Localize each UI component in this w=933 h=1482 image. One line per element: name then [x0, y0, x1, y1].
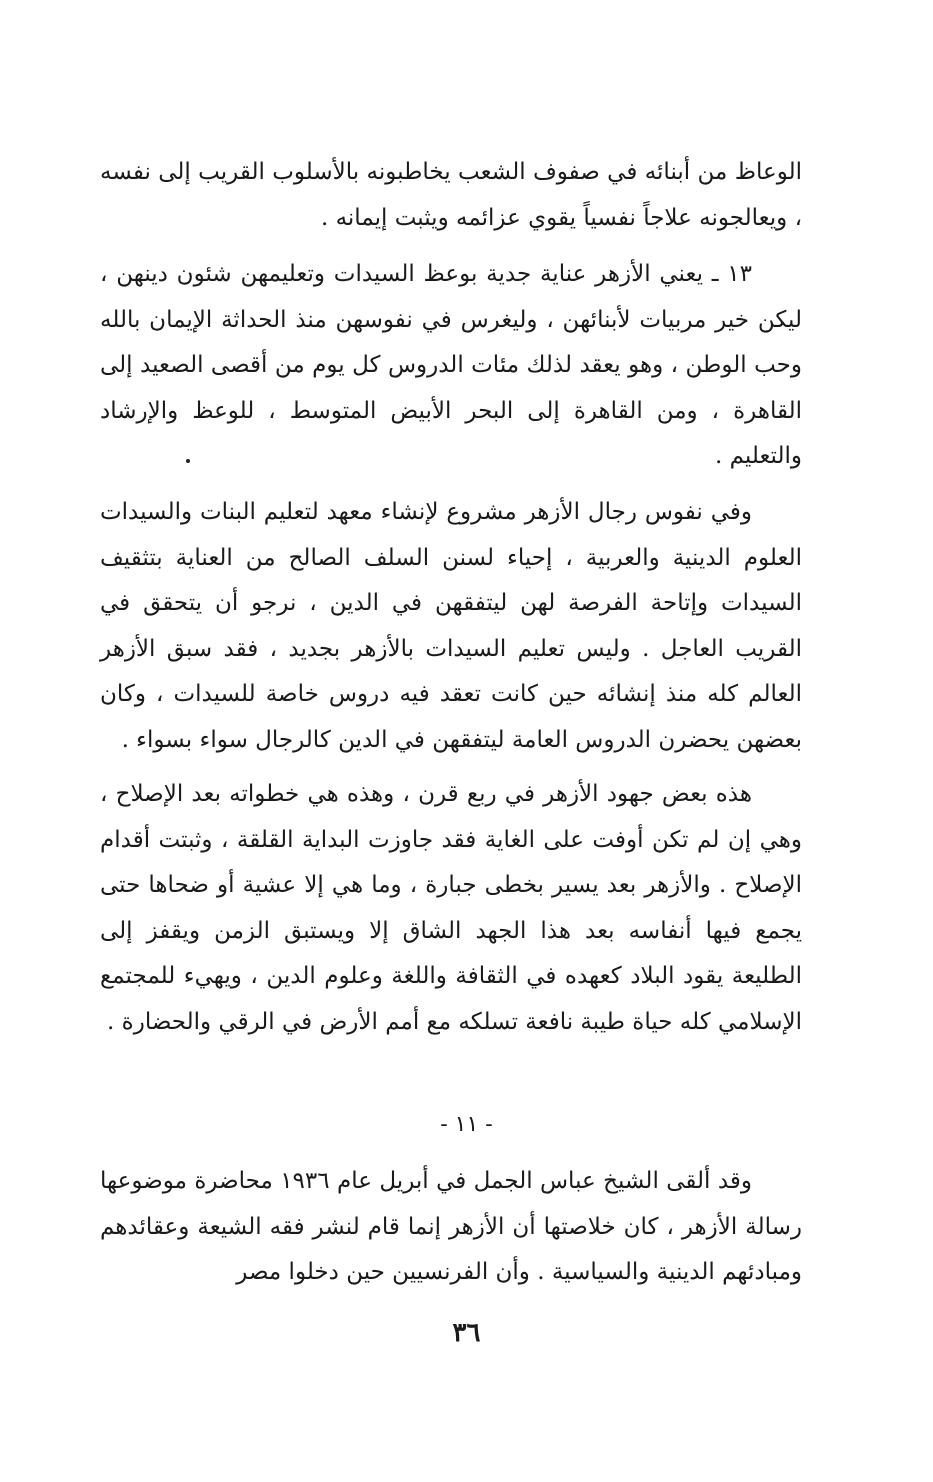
paragraph-item-13 [100, 252, 802, 480]
paragraph-reform-efforts [100, 772, 802, 1045]
ink-dot [186, 459, 190, 463]
paragraph-text: هذه بعض جهود الأزهر في ربع قرن ، وهذه هي خطواته بعد الإصلاح ، وهي إن لم تكن أوفت على الغاية فقد جاوزت البداية القلقة ، وثبتت أقدام الإصلاح . والأزهر بعد يسير بخطى جبارة ، وما هي إلا عشية أو ضحاها حتى يجمع فيها أنفاسه بعد هذا الجهد الشاق إلا ويستبق الزمن ويقفز إلى الطليعة يقود البلاد كعهده في الثقافة واللغة وعلوم الدين ، ويهيء للمجتمع الإسلامي كله حياة طيبة نافعة تسلكه مع أمم الأرض في الرقي والحضارة . [100, 781, 802, 1035]
paragraph-text: وقد ألقى الشيخ عباس الجمل في أبريل عام ١٩٣٦ محاضرة موضوعها رسالة الأزهر ، كان خلاصتها أن الأزهر إنما قام لنشر فقه الشيعة وعقائدهم ومبادئهم الدينية والسياسية . وأن الفرنسيين حين دخلوا مصر [100, 1168, 802, 1285]
page-number: ٣٦ [452, 1318, 481, 1348]
paragraph-lecture [100, 1159, 802, 1296]
section-number: - ١١ - [440, 1112, 493, 1137]
paragraph-text: وفي نفوس رجال الأزهر مشروع لإنشاء معهد لتعليم البنات والسيدات العلوم الدينية والعربية ، إحياء لسنن السلف الصالح من العناية بتثقيف السيدات وإتاحة الفرصة لهن ليتفقهن في الدين ، نرجو أن يتحقق في القريب العاجل . وليس تعليم السيدات بالأزهر بجديد ، فقد سبق الأزهر العالم كله منذ إنشائه حين كانت تعقد فيه دروس خاصة للسيدات ، وكان بعضهن يحضرن الدروس العامة ليتفقهن في الدين كالرجال سواء بسواء . [100, 499, 802, 753]
paragraph-institute-project [100, 490, 802, 763]
paragraph-text: ١٣ ـ يعني الأزهر عناية جدية بوعظ السيدات وتعليمهن شئون دينهن ، ليكن خير مربيات لأبنائهن ، وليغرس في نفوسهن منذ الحداثة الإيمان بالله وحب الوطن ، وهو يعقد لذلك مئات الدروس كل يوم من أقصى الصعيد إلى القاهرة ، ومن القاهرة إلى البحر الأبيض المتوسط ، للوعظ والإرشاد والتعليم . [100, 261, 802, 469]
paragraph-text: الوعاظ من أبنائه في صفوف الشعب يخاطبونه بالأسلوب القريب إلى نفسه ، ويعالجونه علاجاً نفسياً يقوي عزائمه ويثبت إيمانه . [100, 159, 802, 231]
paragraph-continuation [100, 150, 802, 241]
